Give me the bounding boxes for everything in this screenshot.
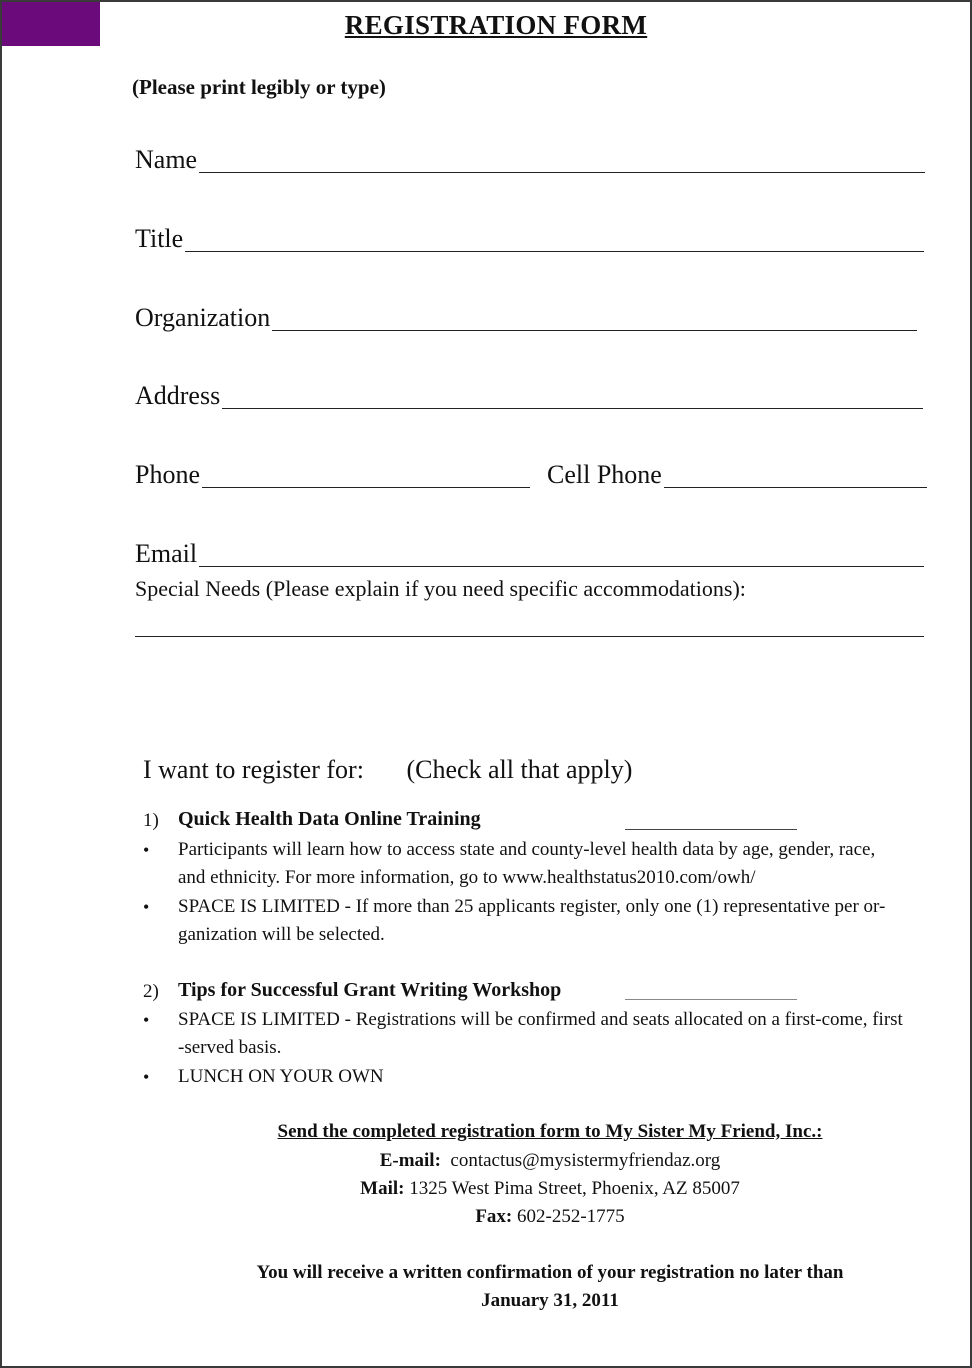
bullet-line: ganization will be selected. [178, 924, 385, 945]
item-2-bullet-1 [178, 1006, 903, 1062]
name-input-line[interactable] [199, 151, 925, 173]
confirmation-line-1: You will receive a written confirmation of your registration no later than [256, 1262, 844, 1283]
item-1-title: Quick Health Data Online Training [178, 808, 481, 830]
special-needs-input-line[interactable] [135, 636, 924, 637]
title-field-row[interactable] [135, 226, 924, 252]
email-value[interactable]: contactus@mysistermyfriendaz.org [450, 1150, 721, 1171]
bullet-marker: • [143, 1010, 150, 1030]
mail-label: Mail: [360, 1178, 405, 1199]
item-1-bullet-1 [178, 836, 875, 892]
bullet-marker: • [143, 1067, 150, 1087]
item-2-check-line[interactable] [625, 999, 797, 1000]
bullet-line: and ethnicity. For more information, go to www.healthstatus2010.com/owh/ [178, 867, 756, 888]
bullet-marker: • [143, 840, 150, 860]
cell-phone-field-row[interactable] [547, 462, 927, 488]
contact-email [0, 1150, 972, 1172]
item-1-bullet-2 [178, 893, 885, 949]
bullet-line: LUNCH ON YOUR OWN [178, 1066, 384, 1087]
mail-value: 1325 West Pima Street, Phoenix, AZ 85007 [409, 1178, 740, 1199]
contact-heading [0, 1121, 972, 1143]
title-input-line[interactable] [185, 230, 924, 252]
fax-value: 602-252-1775 [517, 1206, 625, 1227]
contact-fax [0, 1206, 972, 1228]
bullet-line: SPACE IS LIMITED - If more than 25 applicants register, only one (1) representative per or- [178, 896, 886, 917]
contact-mail [0, 1178, 972, 1200]
address-field-row[interactable] [135, 383, 923, 409]
form-instruction: (Please print legibly or type) [132, 75, 386, 99]
item-1-number: 1) [143, 810, 159, 831]
name-field-row[interactable] [135, 147, 925, 173]
address-input-line[interactable] [222, 387, 923, 409]
contact-heading-text: Send the completed registration form to My Sister My Friend, Inc.: [277, 1121, 823, 1142]
title-label: Title [135, 224, 184, 253]
cell-phone-input-line[interactable] [664, 466, 927, 488]
confirmation-line-2: January 31, 2011 [481, 1290, 619, 1311]
phone-input-line[interactable] [202, 466, 530, 488]
name-label: Name [135, 145, 198, 174]
email-input-line[interactable] [199, 545, 924, 567]
cell-phone-label: Cell Phone [547, 460, 662, 489]
register-heading [143, 755, 632, 785]
organization-input-line[interactable] [272, 309, 917, 331]
organization-field-row[interactable] [135, 305, 917, 331]
phone-field-row[interactable] [135, 462, 530, 488]
bullet-line: -served basis. [178, 1037, 282, 1058]
organization-label: Organization [135, 303, 271, 332]
item-2-title: Tips for Successful Grant Writing Workshop [178, 979, 562, 1001]
phone-label: Phone [135, 460, 200, 489]
bullet-line: SPACE IS LIMITED - Registrations will be confirmed and seats allocated on a first-come, first [178, 1009, 903, 1030]
item-2-number: 2) [143, 981, 159, 1002]
bullet-line: Participants will learn how to access state and county-level health data by age, gender, race, [178, 839, 876, 860]
bullet-marker: • [143, 897, 150, 917]
item-2-bullet-2 [178, 1063, 384, 1091]
register-heading-text: I want to register for: [143, 755, 364, 784]
address-label: Address [135, 381, 221, 410]
form-title: REGISTRATION FORM [344, 10, 648, 40]
check-all-note: (Check all that apply) [406, 755, 633, 784]
fax-label: Fax: [475, 1206, 513, 1227]
email-field-row[interactable] [135, 541, 924, 567]
special-needs-label: Special Needs (Please explain if you need specific accommodations): [135, 576, 746, 601]
email-label: E-mail: [379, 1150, 441, 1171]
item-1-check-line[interactable] [625, 829, 797, 830]
email-label: Email [135, 539, 198, 568]
